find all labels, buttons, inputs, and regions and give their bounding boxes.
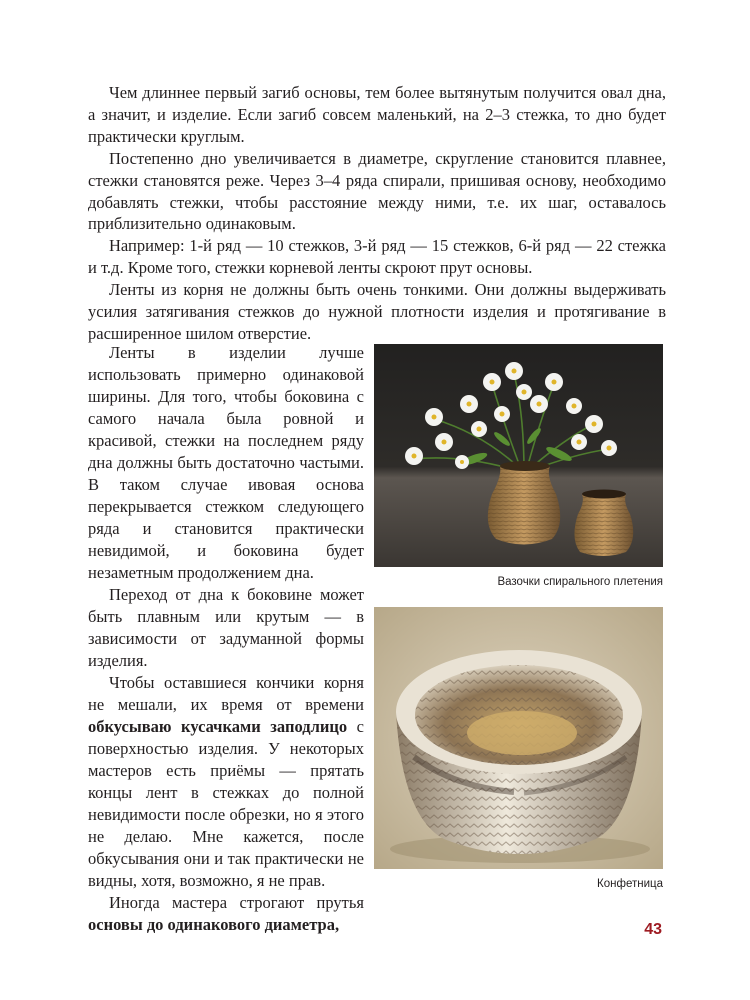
paragraph: Например: 1-й ряд — 10 стежков, 3-й ряд — 15 стежков, 6-й ряд — 22 стежка и т.д. Кроме того, стежки корневой ленты скроют прут основы. xyxy=(88,236,666,278)
photo-vases-with-daisies xyxy=(374,344,663,567)
paragraph: Постепенно дно увеличивается в диаметре, скругление становится плавнее, стежки становятся реже. Через 3–4 ряда спирали, пришивая основу, необходимо добавлять стежки, чтобы расстояние между ними, т.е. их шаг, оставалось приблизительно одинаковым. xyxy=(88,148,666,234)
page-number: 43 xyxy=(644,921,662,938)
photo-caption: Конфетница xyxy=(597,878,663,890)
photo-candy-bowl xyxy=(374,607,663,869)
paragraph: Чтобы оставшиеся кончики корня не мешали, их время от времени обкусываю кусачками заподлицо с поверхностью изделия. У некоторых мастеров есть приёмы — прятать концы лент в стежках до полной невидимости после обрезки, но я этого не делаю. Мне кажется, после обкусывания они и так практически не видны, хотя, возможно, я не прав. xyxy=(88,673,364,890)
bold-phrase: обкусываю кусачками заподлицо xyxy=(88,717,348,736)
paragraph: Чем длиннее первый загиб основы, тем более вытянутым получится овал дна, а значит, и изделие. Если загиб совсем маленький, на 2–3 стежка, то дно будет практически круглым. xyxy=(88,83,666,146)
paragraph: Иногда мастера строгают прутья основы до одинакового диаметра, xyxy=(88,893,364,934)
paragraph: Ленты из корня не должны быть очень тонкими. Они должны выдерживать усилия затягивания стежков до нужной плотности изделия и протягивание в расширенное шилом отверстие. xyxy=(88,280,666,343)
bold-phrase: основы до одинакового диаметра, xyxy=(88,915,340,934)
text-block-column xyxy=(88,342,364,936)
paragraph: Ленты в изделии лучше использовать примерно одинаковой ширины. Для того, чтобы боковина с самого начала была ровной и красивой, стежки на последнем ряду дна должны быть достаточно частыми. В таком случае ивовая основа перекрывается стежком следующего ряда и становится практически невидимой, и боковина будет незаметным продолжением дна. xyxy=(88,343,364,582)
photo-caption: Вазочки спирального плетения xyxy=(497,576,663,588)
paragraph: Переход от дна к боковине может быть плавным или крутым — в зависимости от задуманной формы изделия. xyxy=(88,585,364,670)
text-block-full-width xyxy=(88,82,666,345)
